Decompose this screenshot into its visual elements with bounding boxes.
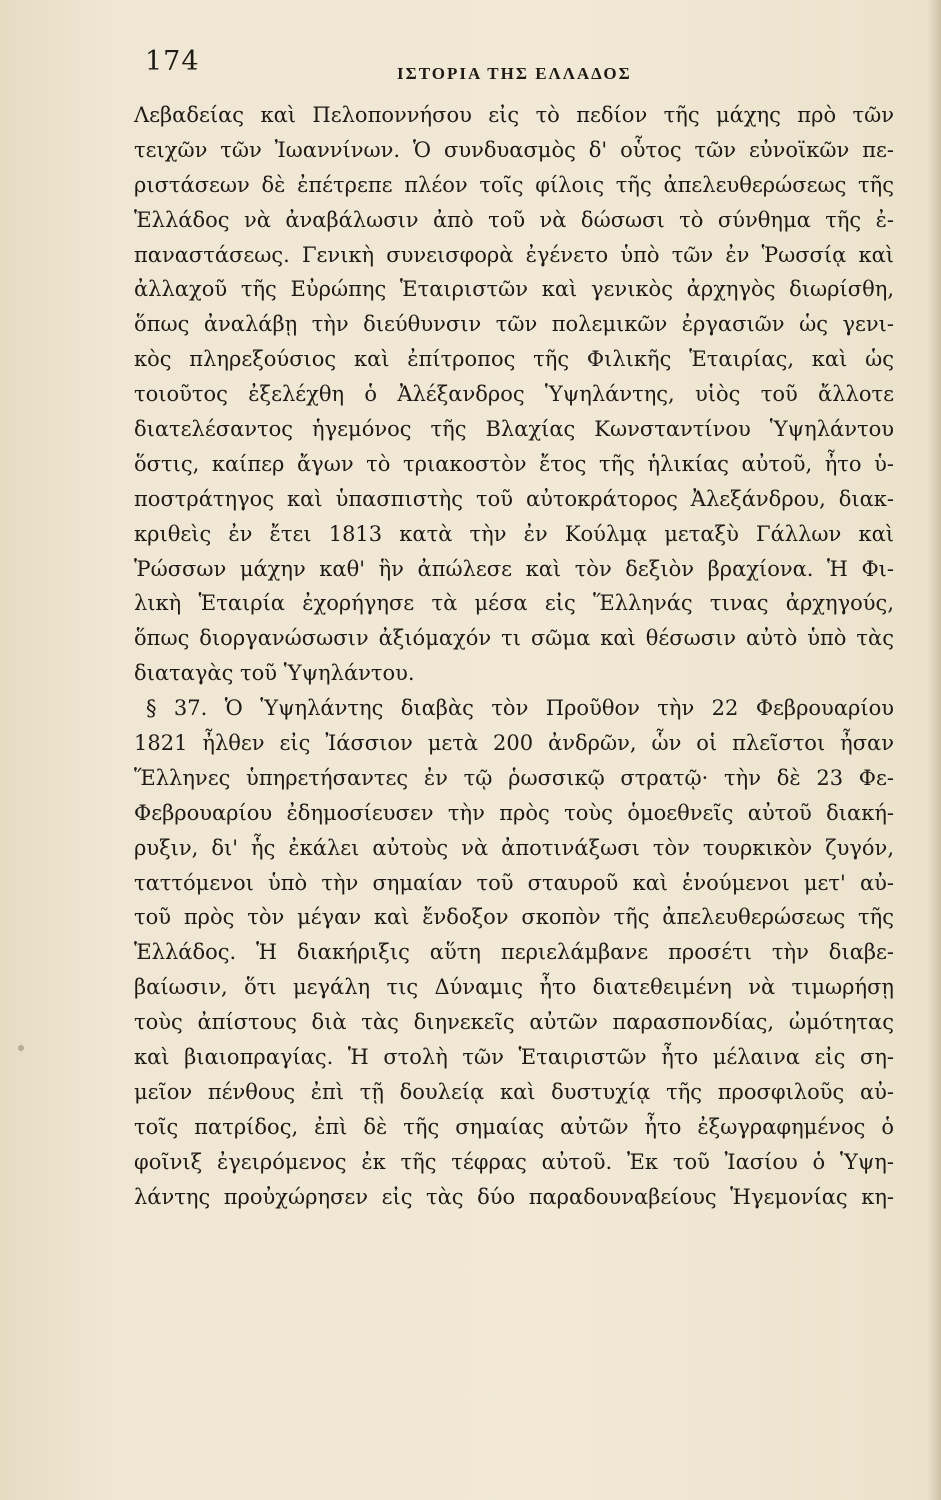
text-line: ἀλλαχοῦ τῆς Εὐρώπης Ἑταιριστῶν καὶ γενικὸς ἀρχηγὸς διωρίσθη, (134, 277, 894, 302)
text-line: Ἑλλάδος νὰ ἀναβάλωσιν ἀπὸ τοῦ νὰ δώσωσι τὸ σύνθημα τῆς ἐ- (134, 207, 894, 232)
text-line: ὅπως ἀναλάβῃ τὴν διεύθυνσιν τῶν πολεμικῶν ἐργασιῶν ὡς γενι- (134, 312, 894, 337)
text-line: κριθεὶς ἐν ἔτει 1813 κατὰ τὴν ἐν Κούλμᾳ μεταξὺ Γάλλων καὶ (134, 521, 894, 546)
text-line: τοιοῦτος ἐξελέχθη ὁ Ἀλέξανδρος Ὑψηλάντης, υἱὸς τοῦ ἄλλοτε (134, 382, 894, 407)
text-line: ὅστις, καίπερ ἄγων τὸ τριακοστὸν ἔτος τῆς ἡλικίας αὐτοῦ, ἦτο ὑ- (134, 451, 894, 476)
text-line: τοῖς πατρίδος, ἐπὶ δὲ τῆς σημαίας αὐτῶν ἦτο ἐξωγραφημένος ὁ (134, 1114, 894, 1139)
section-start-line: § 37. Ὁ Ὑψηλάντης διαβὰς τὸν Προῦθον τὴν 22 Φεβρουαρίου (146, 696, 894, 721)
text-line: ριστάσεων δὲ ἐπέτρεπε πλέον τοῖς φίλοις τῆς ἀπελευθερώσεως τῆς (134, 172, 894, 197)
text-line: λικὴ Ἑταιρία ἐχορήγησε τὰ μέσα εἰς Ἕλληνάς τινας ἀρχηγούς, (134, 591, 894, 616)
body-text (134, 98, 894, 1215)
text-line: τοῦ πρὸς τὸν μέγαν καὶ ἔνδοξον σκοπὸν τῆς ἀπελευθερώσεως τῆς (134, 905, 894, 930)
running-title: ΙΣΤΟΡΙΑ ΤΗΣ ΕΛΛΑΔΟΣ (397, 64, 632, 83)
text-line: διατελέσαντος ἡγεμόνος τῆς Βλαχίας Κωνσταντίνου Ὑψηλάντου (134, 417, 894, 442)
page-edge-shadow (927, 0, 941, 1500)
text-line: ὅπως διοργανώσωσιν ἀξιόμαχόν τι σῶμα καὶ θέσωσιν αὐτὸ ὑπὸ τὰς (134, 626, 894, 651)
text-line: 1821 ἦλθεν εἰς Ἰάσσιον μετὰ 200 ἀνδρῶν, ὧν οἱ πλεῖστοι ἦσαν (134, 731, 894, 756)
text-line: καὶ βιαιοπραγίας. Ἡ στολὴ τῶν Ἑταιριστῶν ἦτο μέλαινα εἰς ση- (134, 1045, 894, 1070)
text-line: φοῖνιξ ἐγειρόμενος ἐκ τῆς τέφρας αὐτοῦ. Ἐκ τοῦ Ἰασίου ὁ Ὑψη- (134, 1149, 894, 1174)
page-header (145, 46, 905, 86)
page-number: 174 (145, 46, 200, 77)
text-line: μεῖον πένθους ἐπὶ τῇ δουλείᾳ καὶ δυστυχίᾳ τῆς προσφιλοῦς αὐ- (134, 1079, 894, 1104)
text-line: Φεβρουαρίου ἐδημοσίευσεν τὴν πρὸς τοὺς ὁμοεθνεῖς αὐτοῦ διακή- (134, 800, 894, 825)
text-line: παναστάσεως. Γενικὴ συνεισφορὰ ἐγένετο ὑπὸ τῶν ἐν Ῥωσσίᾳ καὶ (134, 242, 894, 267)
text-line: Ἕλληνες ὑπηρετήσαντες ἐν τῷ ῥωσσικῷ στρατῷ· τὴν δὲ 23 Φε- (134, 765, 894, 790)
text-line: Ἑλλάδος. Ἡ διακήριξις αὕτη περιελάμβανε προσέτι τὴν διαβε- (134, 940, 894, 965)
text-line: βαίωσιν, ὅτι μεγάλη τις Δύναμις ἦτο διατεθειμένη νὰ τιμωρήσῃ (134, 975, 894, 1000)
text-line: λάντης προὐχώρησεν εἰς τὰς δύο παραδουναβείους Ἡγεμονίας κη- (134, 1184, 894, 1209)
paragraph-end-line: διαταγὰς τοῦ Ὑψηλάντου. (134, 661, 415, 686)
text-line: Ῥώσσων μάχην καθ' ἣν ἀπώλεσε καὶ τὸν δεξιὸν βραχίονα. Ἡ Φι- (134, 556, 894, 581)
text-line: ταττόμενοι ὑπὸ τὴν σημαίαν τοῦ σταυροῦ καὶ ἑνούμενοι μετ' αὐ- (134, 870, 894, 895)
text-line: τοὺς ἀπίστους διὰ τὰς διηνεκεῖς αὐτῶν παρασπονδίας, ὠμότητας (134, 1010, 894, 1035)
text-line: ρυξιν, δι' ἧς ἐκάλει αὐτοὺς νὰ ἀποτινάξωσι τὸν τουρκικὸν ζυγόν, (134, 835, 894, 860)
text-line: κὸς πληρεξούσιος καὶ ἐπίτροπος τῆς Φιλικῆς Ἑταιρίας, καὶ ὡς (134, 347, 894, 372)
text-line: ποστράτηγος καὶ ὑπασπιστὴς τοῦ αὐτοκράτορος Ἀλεξάνδρου, διακ- (134, 486, 894, 511)
margin-speck (18, 1045, 24, 1051)
text-line: Λεβαδείας καὶ Πελοποννήσου εἰς τὸ πεδίον τῆς μάχης πρὸ τῶν (134, 103, 894, 127)
text-line: τειχῶν τῶν Ἰωαννίνων. Ὁ συνδυασμὸς δ' οὗτος τῶν εὐνοϊκῶν πε- (134, 137, 894, 162)
